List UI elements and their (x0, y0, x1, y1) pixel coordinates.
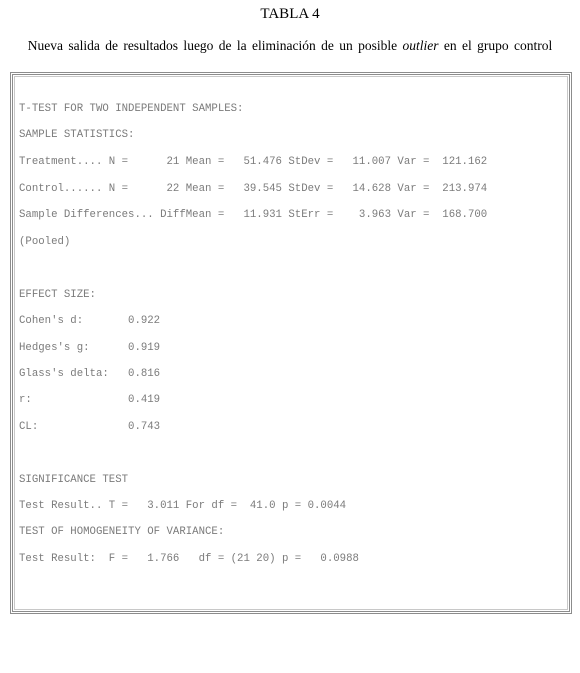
output-line-significance-test: SIGNIFICANCE TEST (19, 474, 129, 486)
output-line-f-result: Test Result: F = 1.766 df = (21 20) p = 0.0988 (19, 553, 359, 565)
table-caption (0, 38, 580, 54)
output-line-cohens-d: Cohen's d: 0.922 (19, 315, 161, 327)
caption-text-italic: outlier (402, 38, 439, 53)
output-line-sample-differences: Sample Differences... DiffMean = 11.931 StErr = 3.963 Var = 168.700 (19, 209, 488, 221)
output-line-glass-delta: Glass's delta: 0.816 (19, 368, 161, 380)
output-line-homogeneity-title: TEST OF HOMOGENEITY OF VARIANCE: (19, 526, 225, 538)
output-line-control: Control...... N = 22 Mean = 39.545 StDev = 14.628 Var = 213.974 (19, 183, 488, 195)
output-line-hedges-g: Hedges's g: 0.919 (19, 342, 161, 354)
table-label: TABLA 4 (260, 6, 320, 22)
output-line-pooled: (Pooled) (19, 236, 71, 248)
output-line-t-result: Test Result.. T = 3.011 For df = 41.0 p = 0.0044 (19, 500, 347, 512)
output-line-sample-statistics: SAMPLE STATISTICS: (19, 129, 135, 141)
output-line-r: r: 0.419 (19, 394, 161, 406)
caption-text-after: en el grupo control (438, 38, 553, 53)
output-line-effect-size: EFFECT SIZE: (19, 289, 96, 301)
caption-text-before: Nueva salida de resultados luego de la eliminación de un posible (27, 38, 403, 53)
output-line-ttest-title: T-TEST FOR TWO INDEPENDENT SAMPLES: (19, 103, 244, 115)
statistical-output-box (10, 72, 572, 614)
output-line-treatment: Treatment.... N = 21 Mean = 51.476 StDev = 11.007 Var = 121.162 (19, 156, 488, 168)
output-line-cl: CL: 0.743 (19, 421, 161, 433)
